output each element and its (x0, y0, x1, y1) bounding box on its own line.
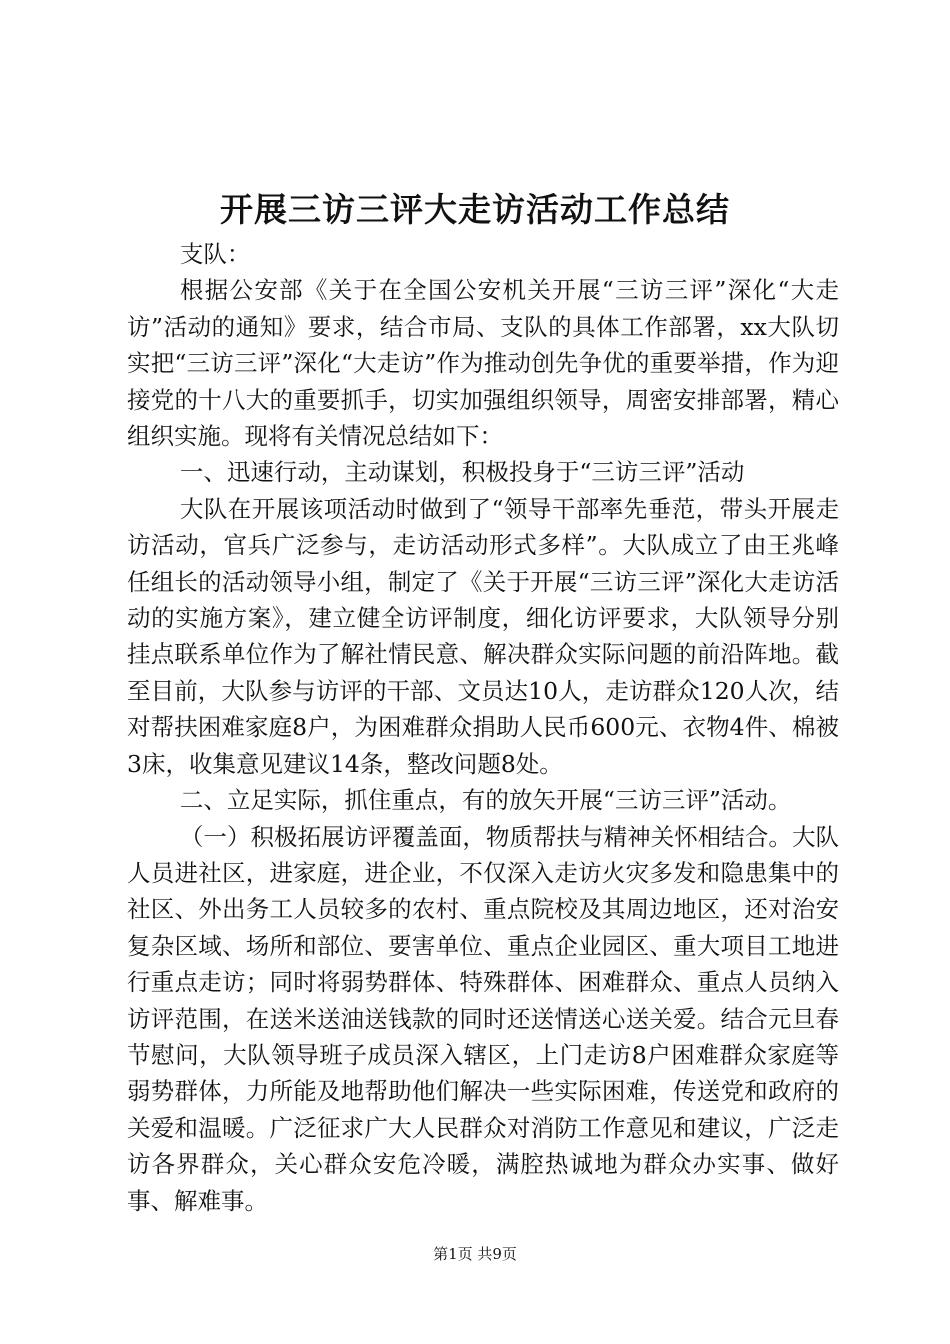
salutation: 支队： (179, 240, 251, 268)
section-heading-1: 一、迅速行动，主动谋划，积极投身于“三访三评”活动 (179, 458, 745, 487)
subsection-1-paragraph: （一）积极拓展访评覆盖面，物质帮扶与精神关怀相结合。大队人员进社区，进家庭，进企业，不仅深入走访火灾多发和隐患集中的社区、外出务工人员较多的农村、重点院校及其周边地区，还对治安复杂区域、场所和部位、要害单位、重点企业园区、重大项目工地进行重点走访；同时将弱势群体、特殊群体、困难群众、重点人员纳入访评范围，在送米送油送钱款的同时还送情送心送关爱。结合元旦春节慰问，大队领导班子成员深入辖区，上门走访8户困难群众家庭等弱势群体，力所能及地帮助他们解决一些实际困难，传送党和政府的关爱和温暖。广泛征求广大人民群众对消防工作意见和建议，广泛走访各界群众，关心群众安危冷暖，满腔热诚地为群众办实事、做好事、解难事。 (127, 822, 839, 1215)
document-body (127, 236, 839, 1219)
intro-paragraph: 根据公安部《关于在全国公安机关开展“三访三评”深化“大走访”活动的通知》要求，结合市局、支队的具体工作部署，xx大队切实把“三访三评”深化“大走访”作为推动创先争优的重要举措，作为迎接党的十八大的重要抓手，切实加强组织领导，周密安排部署，精心组织实施。现将有关情况总结如下： (127, 276, 839, 451)
section-1-paragraph: 大队在开展该项活动时做到了“领导干部率先垂范，带头开展走访活动，官兵广泛参与，走访活动形式多样”。大队成立了由王兆峰任组长的活动领导小组，制定了《关于开展“三访三评”深化大走访活动的实施方案》，建立健全访评制度，细化访评要求，大队领导分别挂点联系单位作为了解社情民意、解决群众实际问题的前沿阵地。截至目前，大队参与访评的干部、文员达10人，走访群众120人次，结对帮扶困难家庭8户，为困难群众捐助人民币600元、衣物4件、棉被3床，收集意见建议14条，整改问题8处。 (127, 494, 839, 778)
document-title: 开展三访三评大走访活动工作总结 (220, 190, 730, 229)
section-heading-2: 二、立足实际，抓住重点，有的放矢开展“三访三评”活动。 (179, 786, 792, 815)
page-footer: 第1页 共9页 (433, 1245, 517, 1263)
